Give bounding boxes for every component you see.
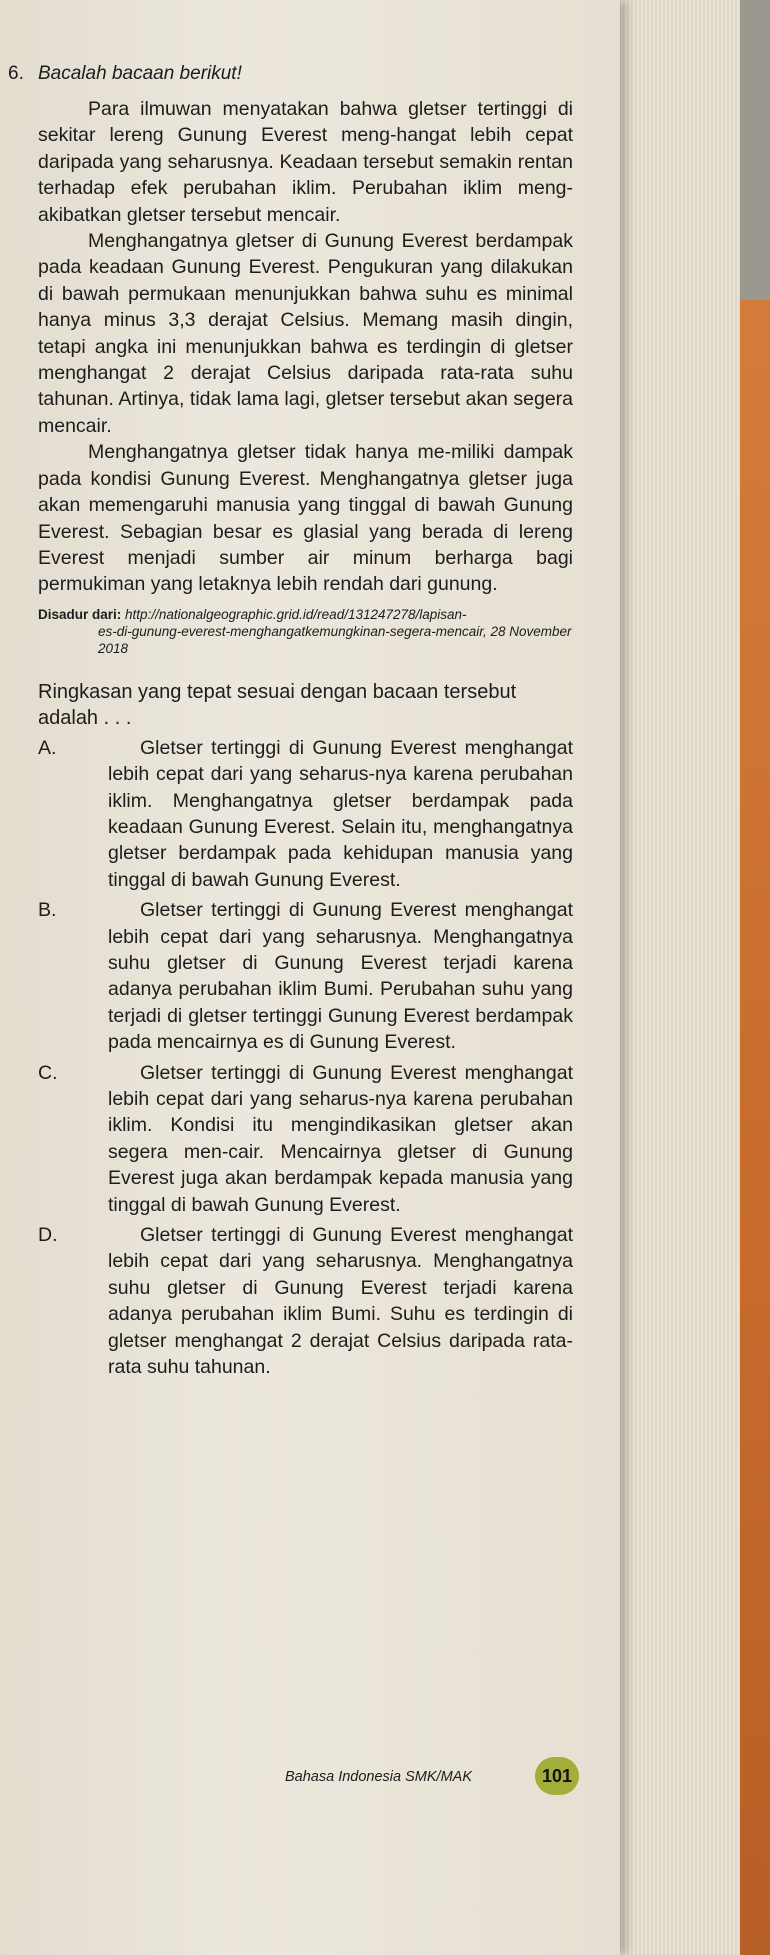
question-heading: [8, 62, 588, 86]
option-letter: D.: [38, 1224, 58, 1247]
option-text: Gletser tertinggi di Gunung Everest menghangat lebih cepat dari yang seharusnya. Menghangatnya suhu gletser di Gunung Everest terjadi karena adanya perubahan iklim Bumi. Perubahan suhu yang terjadi di gletser tertinggi Gunung Everest berdampak pada mencairnya es di Gunung Everest.: [108, 899, 573, 1054]
reading-passage: [38, 96, 573, 598]
passage-paragraph-3: Menghangatnya gletser tidak hanya me-miliki dampak pada kondisi Gunung Everest. Menghangatnya gletser juga akan memengaruhi manusia yang tinggal di bawah Gunung Everest. Sebagian besar es glasial yang berada di lereng Everest menjadi sumber air minum berharga bagi permukiman yang letaknya lebih rendah dari gunung.: [38, 441, 573, 596]
question-prompt: Ringkasan yang tepat sesuai dengan bacaan tersebut adalah . . .: [38, 680, 517, 729]
option-letter: A.: [38, 736, 57, 759]
page-footer: [285, 1757, 585, 1797]
passage-paragraph-2: Menghangatnya gletser di Gunung Everest berdampak pada keadaan Gunung Everest. Pengukuran yang dilakukan di bawah permukaan menunjukkan bahwa suhu es minimal hanya minus 3,3 derajat Celsius. Memang masih dingin, tetapi angka ini menunjukkan bahwa es terdingin di gletser menghangat 2 derajat Celsius daripada rata-rata suhu tahunan. Artinya, tidak lama lagi, gletser tersebut akan segera mencair.: [38, 230, 573, 437]
option-letter: C.: [38, 1061, 58, 1084]
source-url-line1: http://nationalgeographic.grid.id/read/131247278/lapisan-: [125, 606, 467, 622]
option-text: Gletser tertinggi di Gunung Everest menghangat lebih cepat dari yang seharus-nya karena perubahan iklim. Kondisi itu mengindikasikan gletser akan segera men-cair. Mencairnya gletser di Gunung Everest juga akan berdampak kepada manusia yang tinggal di bawah Gunung Everest.: [108, 1061, 573, 1216]
question-title: Bacalah bacaan berikut!: [38, 63, 242, 84]
source-url-rest: es-di-gunung-everest-menghangatkemungkinan-segera-mencair, 28 November 2018: [98, 623, 572, 656]
page-number-badge: 101: [535, 1757, 579, 1795]
page-content: [8, 62, 588, 1380]
answer-option-c[interactable]: [38, 1060, 573, 1218]
source-label: Disadur dari:: [38, 606, 122, 622]
source-citation: [38, 606, 578, 657]
option-text: Gletser tertinggi di Gunung Everest menghangat lebih cepat dari yang seharus-nya karena perubahan iklim. Menghangatnya gletser berdampak pada keadaan Gunung Everest. Selain itu, menghangatnya gletser berdampak pada kehidupan manusia yang tinggal di bawah Gunung Everest.: [108, 736, 573, 891]
option-text: Gletser tertinggi di Gunung Everest menghangat lebih cepat dari yang seharusnya. Menghangatnya suhu gletser di Gunung Everest terjadi karena adanya perubahan iklim Bumi. Suhu es terdingin di gletser menghangat 2 derajat Celsius daripada rata-rata suhu tahunan.: [108, 1224, 573, 1379]
answer-option-a[interactable]: [38, 735, 573, 893]
passage-paragraph-1: Para ilmuwan menyatakan bahwa gletser tertinggi di sekitar lereng Gunung Everest meng-hangat lebih cepat daripada yang seharusnya. Keadaan tersebut semakin rentan terhadap efek perubahan iklim. Perubahan iklim meng-akibatkan gletser tersebut mencair.: [38, 98, 573, 226]
answer-option-d[interactable]: [38, 1222, 573, 1380]
answer-option-b[interactable]: [38, 897, 573, 1055]
option-letter: B.: [38, 899, 57, 922]
question-number: 6.: [8, 63, 24, 84]
book-title: Bahasa Indonesia SMK/MAK: [285, 1769, 472, 1785]
